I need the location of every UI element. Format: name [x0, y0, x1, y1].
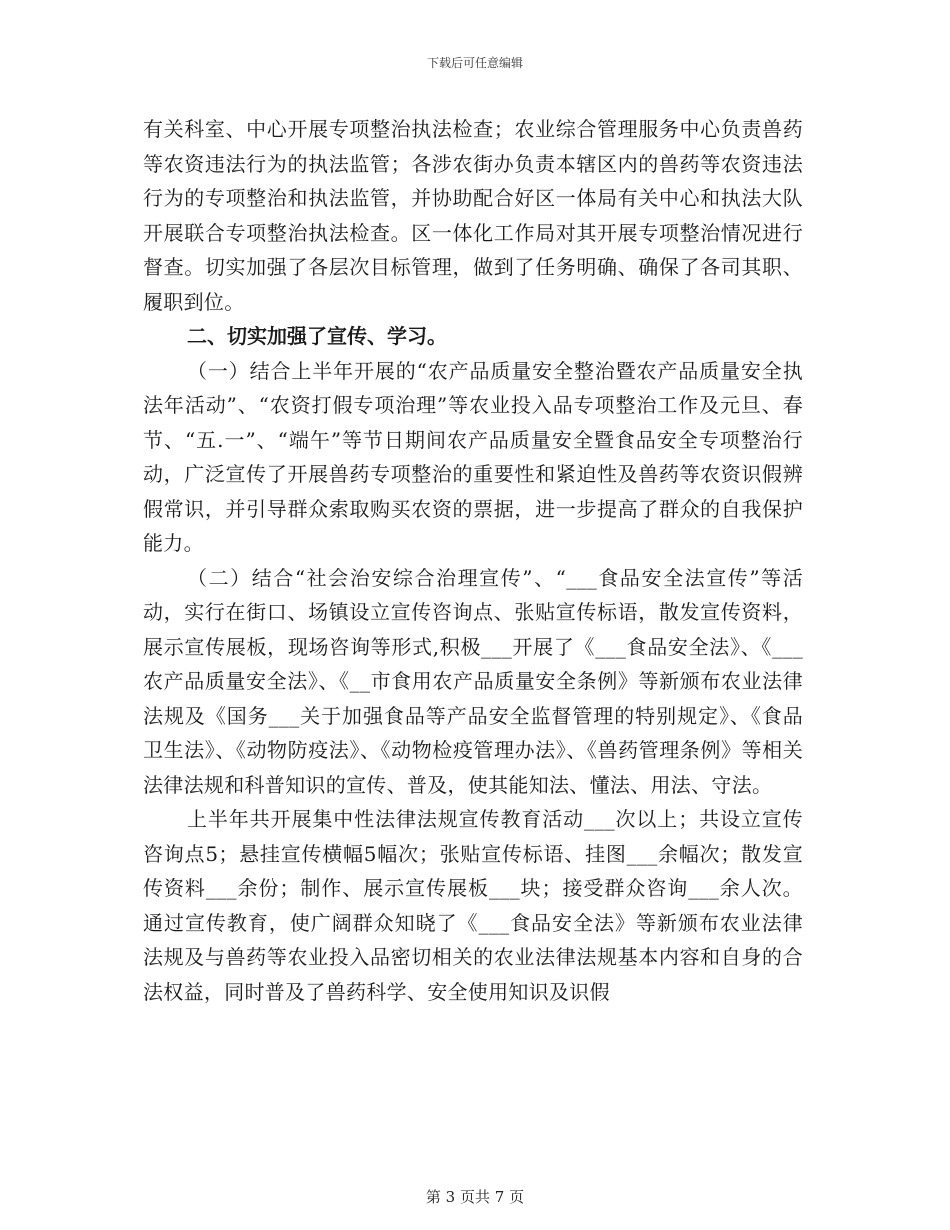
section-heading-2: 二、切实加强了宣传、学习。 — [187, 324, 447, 348]
document-body — [143, 112, 803, 1009]
paragraph-subsection-2: （二）结合“社会治安综合治理宣传”、“___食品安全法宣传”等活动，实行在街口、场镇设立宣传咨询点、张贴宣传标语，散发宣传资料，展示宣传展板，现场咨询等形式,积极___开展了《___食品安全法》、《___农产品质量安全法》、《__市食用农产品质量安全条例》等新颁布农业法律法规及《国务___关于加强食品等产品安全监督管理的特别规定》、《食品卫生法》、《动物防疫法》、《动物检疫管理办法》、《兽药管理条例》等相关法律法规和科普知识的宣传、普及，使其能知法、懂法、用法、守法。 — [143, 565, 803, 797]
page-header: 下载后可任意编辑 — [426, 56, 523, 70]
paragraph-continued: 有关科室、中心开展专项整治执法检查；农业综合管理服务中心负责兽药等农资违法行为的执法监管；各涉农街办负责本辖区内的兽药等农资违法行为的专项整治和执法监管，并协助配合好区一体局有关中心和执法大队开展联合专项整治执法检查。区一体化工作局对其开展专项整治情况进行督查。切实加强了各层次目标管理，做到了任务明确、确保了各司其职、履职到位。 — [143, 117, 803, 314]
page-footer: 第 3 页共 7 页 — [425, 1188, 525, 1206]
paragraph-subsection-1: （一）结合上半年开展的“农产品质量安全整治暨农产品质量安全执法年活动”、“农资打假专项治理”等农业投入品专项整治工作及元旦、春节、“五.一”、“端午”等节日期间农产品质量安全暨食品安全专项整治行动，广泛宣传了开展兽药专项整治的重要性和紧迫性及兽药等农资识假辨假常识，并引导群众索取购买农资的票据，进一步提高了群众的自我保护能力。 — [143, 358, 803, 555]
paragraph-statistics: 上半年共开展集中性法律法规宣传教育活动___次以上；共设立宣传咨询点5；悬挂宣传横幅5幅次；张贴宣传标语、挂图___余幅次；散发宣传资料___余份；制作、展示宣传展板___块；接受群众咨询___余人次。通过宣传教育，使广阔群众知晓了《___食品安全法》等新颁布农业法律法规及与兽药等农业投入品密切相关的农业法律法规基本内容和自身的合法权益，同时普及了兽药科学、安全使用知识及识假 — [143, 807, 803, 1004]
